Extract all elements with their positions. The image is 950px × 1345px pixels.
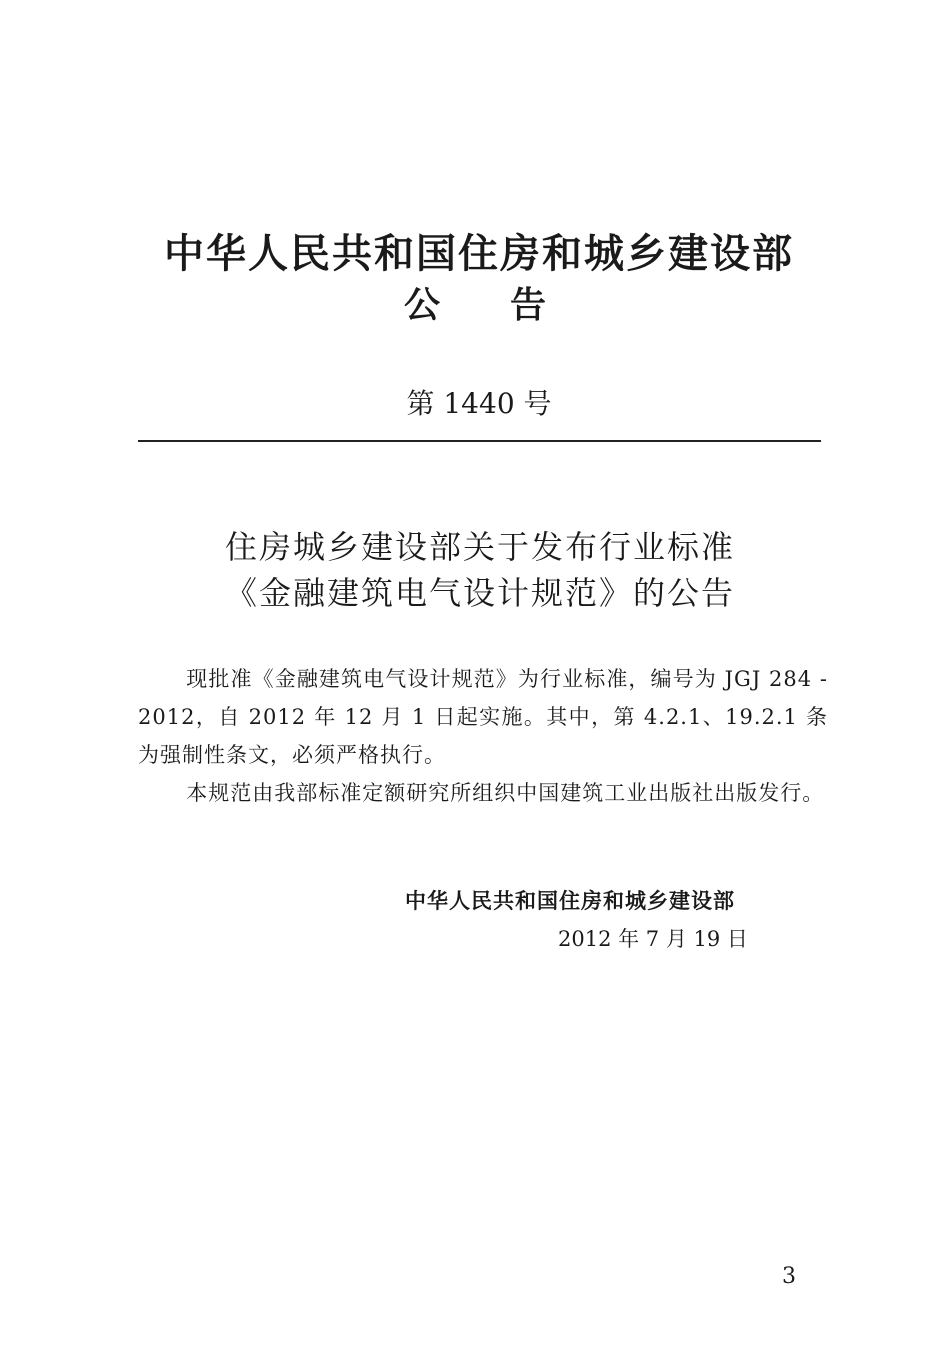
notice-number: 第 1440 号 [406,387,552,420]
announcement-body [138,660,828,812]
page-number: 3 [782,1264,796,1289]
ministry-title: 中华人民共和国住房和城乡建设部 [164,231,794,277]
body-paragraph-1: 现批准《金融建筑电气设计规范》为行业标准，编号为 JGJ 284 - 2012，自 2012 年 12 月 1 日起实施。其中，第 4.2.1、19.2.1 条为强制性条文，必须严格执行。 [138,667,828,767]
notice-title: 公告 [403,285,616,326]
heading-line-2: 《金融建筑电气设计规范》的公告 [224,574,735,612]
header-divider [138,440,821,442]
heading-line-1: 住房城乡建设部关于发布行业标准 [224,528,735,566]
body-paragraph-2: 本规范由我部标准定额研究所组织中国建筑工业出版社出版发行。 [186,781,825,805]
issuer-signature: 中华人民共和国住房和城乡建设部 [405,889,735,913]
issue-date: 2012 年 7 月 19 日 [558,927,748,951]
announcement-heading [0,524,950,616]
